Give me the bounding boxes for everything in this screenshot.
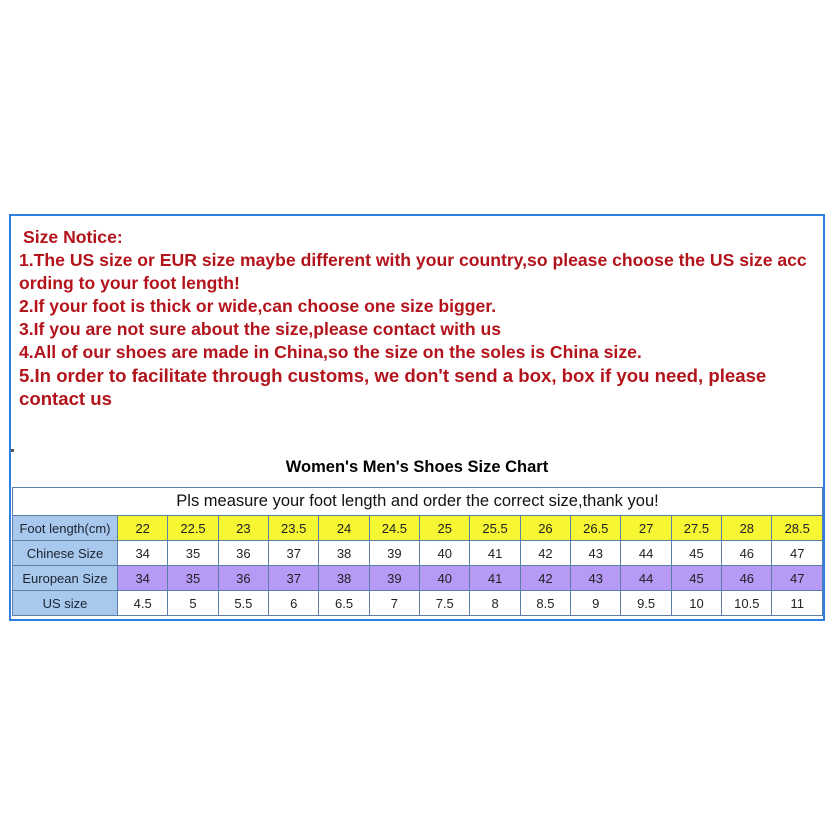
size-cell: 41 <box>470 566 520 591</box>
size-cell: 43 <box>571 566 621 591</box>
size-cell: 7.5 <box>420 591 470 616</box>
size-cell: 5 <box>168 591 218 616</box>
size-cell: 24.5 <box>369 516 419 541</box>
row-label: European Size <box>13 566 118 591</box>
size-cell: 8.5 <box>520 591 570 616</box>
size-cell: 43 <box>571 541 621 566</box>
size-cell: 36 <box>218 566 268 591</box>
size-cell: 46 <box>722 541 772 566</box>
size-cell: 26.5 <box>571 516 621 541</box>
size-cell: 35 <box>168 566 218 591</box>
size-cell: 26 <box>520 516 570 541</box>
notice-line-5-cont: contact us <box>19 388 112 409</box>
size-cell: 28 <box>722 516 772 541</box>
size-cell: 10 <box>671 591 721 616</box>
size-cell: 37 <box>269 541 319 566</box>
size-cell: 36 <box>218 541 268 566</box>
size-cell: 34 <box>118 566 168 591</box>
size-cell: 4.5 <box>118 591 168 616</box>
size-cell: 40 <box>420 566 470 591</box>
measure-message: Pls measure your foot length and order the correct size,thank you! <box>13 488 823 516</box>
size-cell: 42 <box>520 541 570 566</box>
size-cell: 44 <box>621 541 671 566</box>
chart-title: Women's Men's Shoes Size Chart <box>285 458 549 476</box>
size-cell: 40 <box>420 541 470 566</box>
size-cell: 9.5 <box>621 591 671 616</box>
size-cell: 38 <box>319 566 369 591</box>
size-cell: 27.5 <box>671 516 721 541</box>
size-cell: 47 <box>772 566 823 591</box>
foot-length-row <box>13 516 823 541</box>
size-cell: 28.5 <box>772 516 823 541</box>
size-cell: 23 <box>218 516 268 541</box>
notice-line-1: 1.The US size or EUR size maybe different with your country,so please choose the US size acc <box>19 250 807 270</box>
notice-line-3: 3.If you are not sure about the size,please contact with us <box>19 319 501 339</box>
us-size-row <box>13 591 823 616</box>
size-cell: 22 <box>118 516 168 541</box>
size-cell: 46 <box>722 566 772 591</box>
size-chart-table <box>12 487 823 616</box>
size-cell: 25 <box>420 516 470 541</box>
notice-line-2: 2.If your foot is thick or wide,can choose one size bigger. <box>19 296 497 316</box>
row-label: Chinese Size <box>13 541 118 566</box>
size-rows <box>13 516 823 616</box>
size-cell: 5.5 <box>218 591 268 616</box>
size-cell: 25.5 <box>470 516 520 541</box>
european-size-row <box>13 566 823 591</box>
notice-line-5: 5.In order to facilitate through customs, we don't send a box, box if you need, please <box>19 365 767 386</box>
stray-mark <box>11 449 14 452</box>
chinese-size-row <box>13 541 823 566</box>
size-cell: 47 <box>772 541 823 566</box>
size-cell: 45 <box>671 566 721 591</box>
size-cell: 24 <box>319 516 369 541</box>
size-cell: 34 <box>118 541 168 566</box>
size-cell: 11 <box>772 591 823 616</box>
notice-line-4: 4.All of our shoes are made in China,so the size on the soles is China size. <box>19 342 642 362</box>
size-cell: 27 <box>621 516 671 541</box>
size-cell: 39 <box>369 541 419 566</box>
size-cell: 41 <box>470 541 520 566</box>
size-cell: 38 <box>319 541 369 566</box>
size-cell: 9 <box>571 591 621 616</box>
row-label: Foot length(cm) <box>13 516 118 541</box>
size-cell: 39 <box>369 566 419 591</box>
size-cell: 7 <box>369 591 419 616</box>
size-cell: 6 <box>269 591 319 616</box>
size-cell: 37 <box>269 566 319 591</box>
size-cell: 35 <box>168 541 218 566</box>
size-cell: 42 <box>520 566 570 591</box>
size-notice <box>19 226 819 410</box>
size-cell: 8 <box>470 591 520 616</box>
measure-message-row <box>13 488 823 516</box>
size-notice-frame <box>9 214 825 621</box>
size-cell: 44 <box>621 566 671 591</box>
notice-line-1-cont: ording to your foot length! <box>19 273 240 293</box>
size-cell: 10.5 <box>722 591 772 616</box>
notice-title: Size Notice: <box>23 227 123 247</box>
size-cell: 6.5 <box>319 591 369 616</box>
size-cell: 23.5 <box>269 516 319 541</box>
row-label: US size <box>13 591 118 616</box>
size-cell: 45 <box>671 541 721 566</box>
size-cell: 22.5 <box>168 516 218 541</box>
